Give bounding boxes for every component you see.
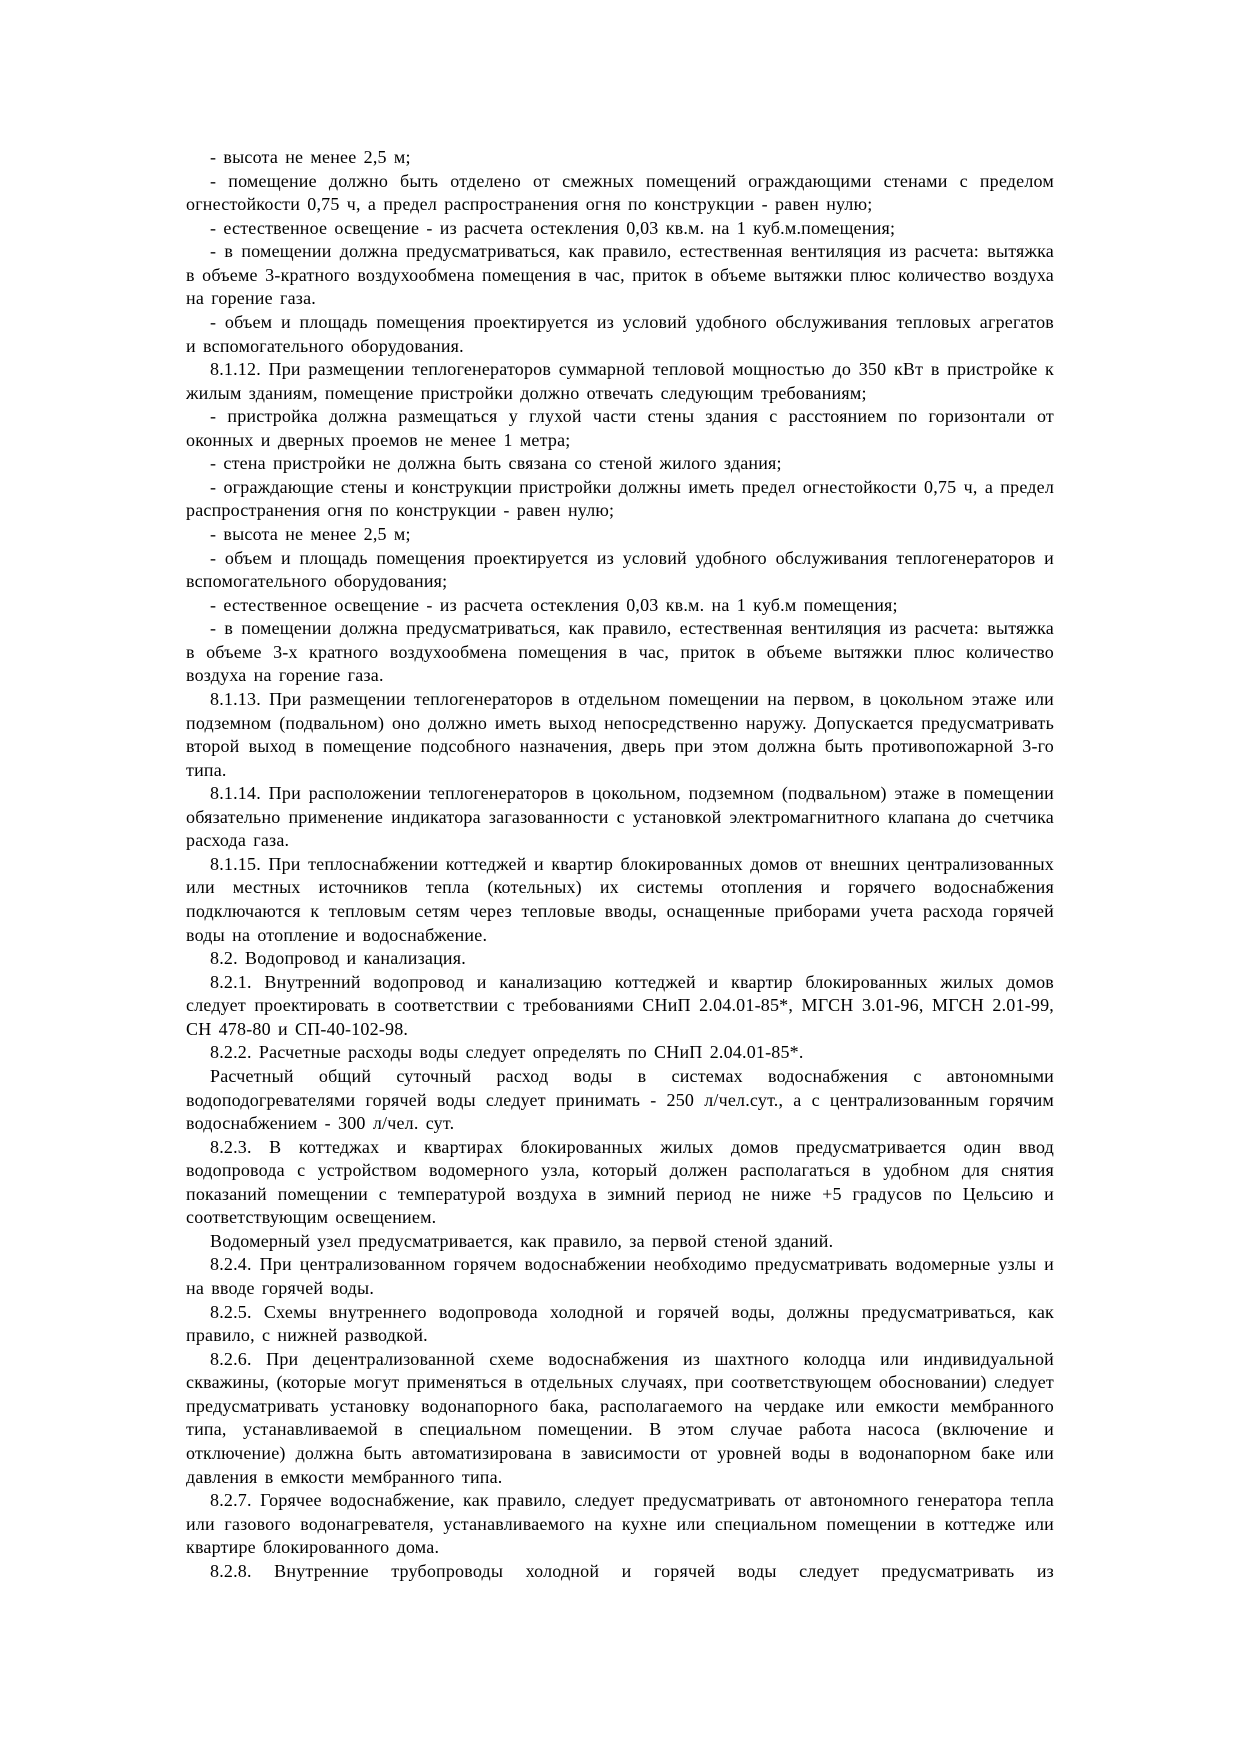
paragraph: - в помещении должна предусматриваться, как правило, естественная вентиляция из расчета: вытяжка в объеме 3-х кратного воздухообмена помещения в час, приток в объеме вытяжки плюс количество воздуха на горение газа.: [186, 618, 1054, 686]
paragraph: - объем и площадь помещения проектируется из условий удобного обслуживания теплогенераторов и вспомогательного оборудования;: [186, 547, 1054, 592]
paragraph-8-2-3: 8.2.3. В коттеджах и квартирах блокированных жилых домов предусматривается один ввод водопровода с устройством водомерного узла, который должен располагаться в удобном для снятия показаний помещении с температурой воздуха в зимний период не ниже +5 градусов по Цельсию и соответствующим освещением.: [186, 1136, 1054, 1228]
paragraph-8-1-14: 8.1.14. При расположении теплогенераторов в цокольном, подземном (подвальном) этаже в помещении обязательно применение индикатора загазованности с установкой электромагнитного клапана до счетчика расхода газа.: [186, 783, 1054, 851]
section-heading-8-2: 8.2. Водопровод и канализация.: [210, 948, 466, 969]
paragraph-8-1-12: 8.1.12. При размещении теплогенераторов суммарной тепловой мощностью до 350 кВт в пристройке к жилым зданиям, помещение пристройки должно отвечать следующим требованиям;: [186, 359, 1054, 403]
paragraph-8-2-4: 8.2.4. При централизованном горячем водоснабжении необходимо предусматривать водомерные узлы и на вводе горячей воды.: [186, 1254, 1054, 1298]
paragraph-8-1-13: 8.1.13. При размещении теплогенераторов в отдельном помещении на первом, в цокольном этаже или подземном (подвальном) оно должно иметь выход непосредственно наружу. Допускается предусматривать второй выход в помещение подсобного назначения, дверь при этом должна быть противопожарной 3-го типа.: [186, 688, 1054, 780]
paragraph: - естественное освещение - из расчета остекления 0,03 кв.м. на 1 куб.м помещения;: [210, 594, 898, 615]
paragraph: Расчетный общий суточный расход воды в системах водоснабжения с автономными водоподогревателями горячей воды следует принимать - 250 л/чел.сут., а с централизованным горячим водоснабжением - 300 л/чел. сут.: [186, 1065, 1054, 1134]
paragraph: - объем и площадь помещения проектируется из условий удобного обслуживания тепловых агрегатов и вспомогательного оборудования.: [186, 311, 1054, 356]
paragraph: - пристройка должна размещаться у глухой части стены здания с расстоянием по горизонтали от оконных и дверных проемов не менее 1 метра;: [186, 406, 1054, 450]
paragraph: - помещение должно быть отделено от смежных помещений ограждающими стенами с пределом огнестойкости 0,75 ч, а предел распространения огня по конструкции - равен нулю;: [186, 170, 1054, 215]
paragraph-8-2-2: 8.2.2. Расчетные расходы воды следует определять по СНиП 2.04.01-85*.: [210, 1042, 804, 1063]
paragraph: - ограждающие стены и конструкции пристройки должны иметь предел огнестойкости 0,75 ч, а предел распространения огня по конструкции - равен нулю;: [186, 476, 1054, 521]
paragraph-8-2-1: 8.2.1. Внутренний водопровод и канализацию коттеджей и квартир блокированных жилых домов следует проектировать в соответствии с требованиями СНиП 2.04.01-85*, МГСН 3.01-96, МГСН 2.01-99, СН 478-80 и СП-40-102-98.: [186, 971, 1054, 1039]
paragraph: - высота не менее 2,5 м;: [210, 524, 411, 544]
paragraph-8-1-15: 8.1.15. При теплоснабжении коттеджей и квартир блокированных домов от внешних централизованных или местных источников тепла (котельных) их системы отопления и горячего водоснабжения подключаются к тепловым сетям через тепловые вводы, оснащенные приборами учета расхода горячей воды на отопление и водоснабжение.: [186, 853, 1054, 945]
paragraph: Водомерный узел предусматривается, как правило, за первой стеной зданий.: [210, 1230, 834, 1251]
paragraph: - стена пристройки не должна быть связана со стеной жилого здания;: [210, 453, 782, 474]
paragraph-8-2-7: 8.2.7. Горячее водоснабжение, как правило, следует предусматривать от автономного генератора тепла или газового водонагревателя, устанавливаемого на кухне или специальном помещении в коттедже или квартире блокированного дома.: [186, 1490, 1054, 1558]
paragraph: - высота не менее 2,5 м;: [210, 147, 411, 167]
document-text-block: [186, 146, 1054, 1583]
paragraph-8-2-5: 8.2.5. Схемы внутреннего водопровода холодной и горячей воды, должны предусматриваться, как правило, с нижней разводкой.: [186, 1301, 1054, 1346]
paragraph: - естественное освещение - из расчета остекления 0,03 кв.м. на 1 куб.м.помещения;: [210, 217, 896, 238]
paragraph: - в помещении должна предусматриваться, как правило, естественная вентиляция из расчета: вытяжка в объеме 3-кратного воздухообмена помещения в час, приток в объеме вытяжки плюс количество воздуха на горение газа.: [186, 241, 1054, 309]
paragraph-8-2-6: 8.2.6. При децентрализованной схеме водоснабжения из шахтного колодца или индивидуальной скважины, (которые могут применяться в отдельных случаях, при соответствующем обосновании) следует предусматривать установку водонапорного бака, располагаемого на чердаке или емкости мембранного типа, устанавливаемой в специальном помещении. В этом случае работа насоса (включение и отключение) должна быть автоматизирована в зависимости от уровней воды в водонапорном баке или давления в емкости мембранного типа.: [186, 1348, 1054, 1487]
paragraph-8-2-8: 8.2.8. Внутренние трубопроводы холодной и горячей воды следует предусматривать из: [210, 1560, 1054, 1581]
